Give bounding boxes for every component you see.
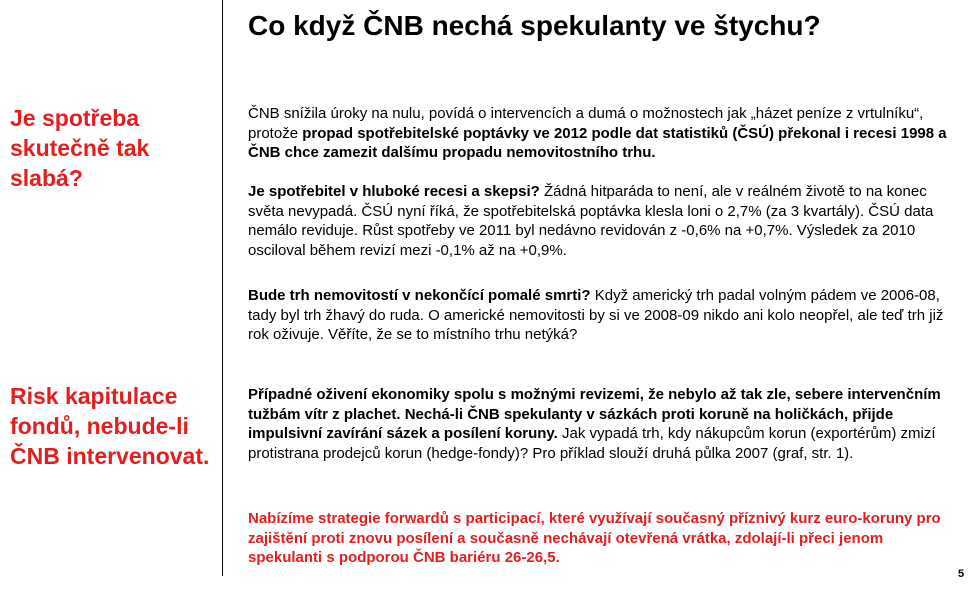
sidebar-heading-consumption: Je spotřeba skutečně tak slabá?	[10, 105, 150, 191]
paragraph-text: Nabízíme strategie forwardů s participací, které využívají současný příznivý kurz euro-koruny pro zajištění proti znovu posílení a současně nechávají otevřená vrátka, zdolají-li přeci jenom spekulanti s podporou ČNB bariéru 26-26,5.	[248, 510, 941, 566]
paragraph-forward-strategies	[248, 509, 948, 568]
paragraph-cnb-rates	[248, 104, 948, 163]
paragraph-consumer-recession	[248, 182, 948, 260]
paragraph-real-estate	[248, 286, 948, 345]
paragraph-bold-text: Bude trh nemovitostí v nekončící pomalé smrti?	[248, 287, 591, 304]
page-title: Co když ČNB nechá spekulanty ve štychu?	[248, 10, 821, 41]
page-number: 5	[958, 568, 965, 580]
paragraph-text: Jak vypadá trh, kdy nákupcům korun (exportérům) zmizí protistrana prodejců korun (hedge-fondy)? Pro příklad slouží druhá půlka 2007 (graf, str. 1).	[248, 425, 936, 462]
vertical-divider	[222, 0, 223, 576]
paragraph-text: Žádná hitparáda to není, ale v reálném životě to na konec světa nevypadá. ČSÚ nyní říká, že spotřebitelská poptávka klesla loni o 2,7% (za 3 kvartály). ČSÚ data nemálo reviduje. Růst spotřeby ve 2011 byl nedávno revidován z -0,6% na +0,7%. Výsledek za 2010 osciloval během revizí mezi -0,1% až na +0,9%.	[248, 183, 934, 259]
paragraph-bold-text: Případné oživení ekonomiky spolu s možnými revizemi, že nebylo až tak zle, sebere intervenčním tužbám vítr z plachet. Nechá-li ČNB spekulanty v sázkách proti koruně na holičkách, přijde impulsivní zavírání sázek a posílení koruny.	[248, 386, 941, 442]
paragraph-bold-text: propad spotřebitelské poptávky ve 2012 podle dat statistiků (ČSÚ) překonal i recesi 1998 a ČNB chce zamezit dalšímu propadu nemovitostního trhu.	[248, 124, 947, 161]
paragraph-text: ČNB snížila úroky na nulu, povídá o intervencích a dumá o možnostech jak „házet peníze z vrtulníku“, protože	[248, 105, 924, 142]
paragraph-text: Když americký trh padal volným pádem ve 2006-08, tady byl trh žhavý do ruda. O americké nemovitosti by si ve 2008-09 nikdo ani kolo neopřel, ale teď trh již rok oživuje. Věříte, že se to místního trhu netýká?	[248, 287, 944, 343]
sidebar-heading-fund-capitulation: Risk kapitulace fondů, nebude-li ČNB intervenovat.	[10, 383, 210, 469]
paragraph-economy-revival	[248, 385, 948, 463]
paragraph-bold-text: Je spotřebitel v hluboké recesi a skepsi?	[248, 183, 540, 200]
